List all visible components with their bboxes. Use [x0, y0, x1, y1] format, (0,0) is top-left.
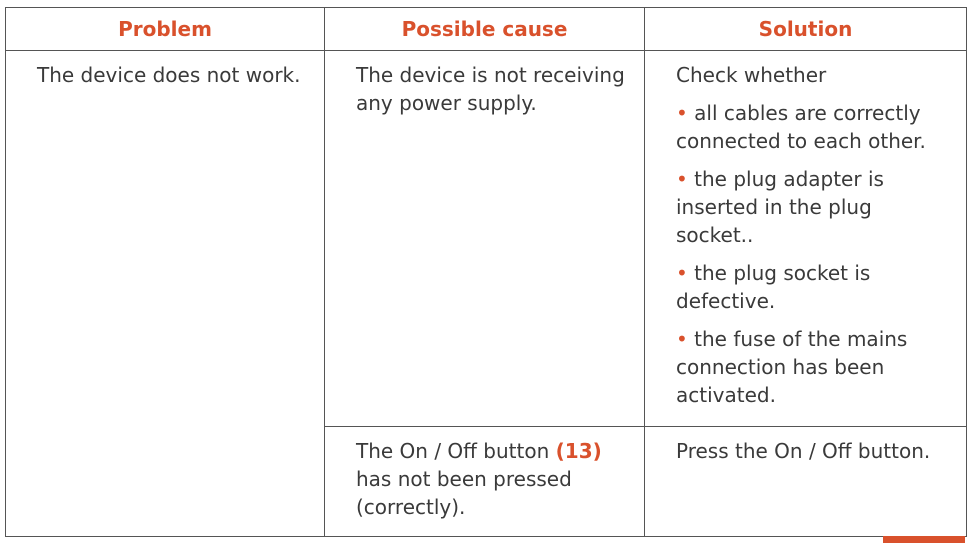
cause-text: The device is not receiving any power supply.	[356, 63, 625, 115]
cause-text: The On / Off button	[356, 439, 556, 463]
solution-item-text: all cables are correctly connected to each other.	[676, 101, 926, 153]
accent-bar	[883, 536, 965, 543]
cause-cell	[325, 427, 645, 537]
bullet-icon: •	[676, 327, 688, 351]
solution-list-item	[676, 165, 948, 249]
header-problem: Problem	[6, 8, 325, 51]
solution-cell	[645, 51, 967, 427]
problem-text: The device does not work.	[37, 63, 301, 87]
solution-list-item	[676, 259, 948, 315]
header-solution: Solution	[645, 8, 967, 51]
solution-text: Press the On / Off button.	[676, 439, 931, 463]
problem-cell	[6, 51, 325, 537]
solution-cell	[645, 427, 967, 537]
bullet-icon: •	[676, 101, 688, 125]
solution-item-text: the plug socket is defective.	[676, 261, 871, 313]
cause-text-suffix: has not been pressed (correctly).	[356, 467, 572, 519]
solution-list-item	[676, 325, 948, 409]
troubleshooting-table	[5, 7, 967, 537]
table-row	[6, 51, 967, 427]
bullet-icon: •	[676, 261, 688, 285]
table-header-row	[6, 8, 967, 51]
solution-item-text: the plug adapter is inserted in the plug socket..	[676, 167, 884, 247]
solution-item-text: the fuse of the mains connection has been activated.	[676, 327, 908, 407]
header-possible-cause: Possible cause	[325, 8, 645, 51]
solution-list-item	[676, 99, 948, 155]
cause-cell	[325, 51, 645, 427]
bullet-icon: •	[676, 167, 688, 191]
reference-number: (13)	[555, 439, 602, 463]
solution-intro: Check whether	[676, 63, 827, 87]
